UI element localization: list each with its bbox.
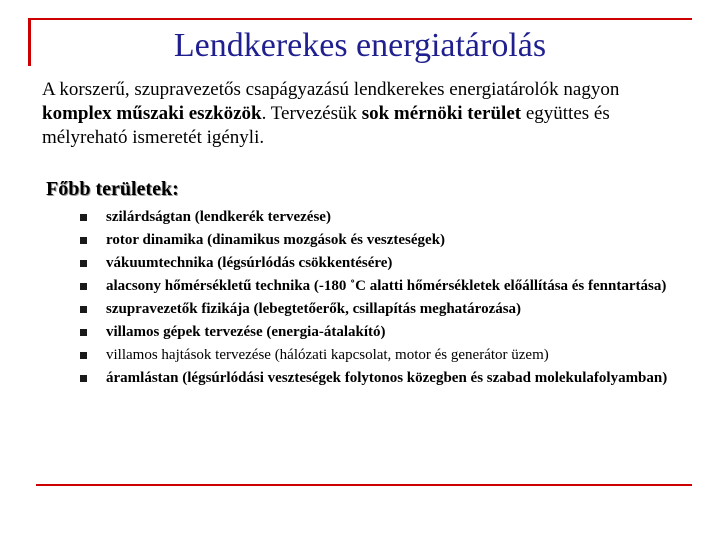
square-bullet-icon [80, 214, 87, 221]
section-heading: Főbb területek: [46, 178, 179, 200]
square-bullet-icon [80, 260, 87, 267]
intro-text-3: együttes és mélyreható ismeretét igényli. [42, 103, 610, 148]
list-item-text: áramlástan (légsúrlódási veszteségek folytonos közegben és szabad molekulafolyamban) [106, 370, 668, 386]
list-item-text: szilárdságtan (lendkerék tervezése) [106, 209, 331, 225]
areas-list [80, 208, 680, 392]
intro-text-2: . Tervezésük [261, 103, 362, 124]
list-item [80, 231, 680, 250]
list-item [80, 254, 680, 273]
intro-text-1: A korszerű, szupravezetős csapágyazású lendkerekes energiatárolók nagyon [42, 79, 620, 100]
list-item-text: alacsony hőmérsékletű technika (-180 ˚C alatti hőmérsékletek előállítása és fenntartása) [106, 278, 667, 294]
square-bullet-icon [80, 306, 87, 313]
list-item [80, 369, 680, 388]
slide-title: Lendkerekes energiatárolás [173, 27, 547, 64]
list-item-text: rotor dinamika (dinamikus mozgások és veszteségek) [106, 232, 446, 248]
intro-paragraph [42, 78, 682, 150]
list-item [80, 346, 680, 365]
list-item-text: szupravezetők fizikája (lebegtetőerők, csillapítás meghatározása) [106, 301, 522, 317]
list-item [80, 277, 680, 296]
list-item-text: villamos hajtások tervezése (hálózati kapcsolat, motor és generátor üzem) [106, 347, 549, 363]
square-bullet-icon [80, 352, 87, 359]
intro-bold-2: sok mérnöki terület [361, 103, 522, 124]
list-item-text: villamos gépek tervezése (energia-átalakító) [106, 324, 386, 340]
list-item [80, 300, 680, 319]
frame-top-line [28, 18, 692, 20]
frame-bottom-line [36, 484, 692, 486]
square-bullet-icon [80, 375, 87, 382]
list-item [80, 323, 680, 342]
list-item-text: vákuumtechnika (légsúrlódás csökkentésére) [106, 255, 393, 271]
square-bullet-icon [80, 237, 87, 244]
list-item [80, 208, 680, 227]
square-bullet-icon [80, 283, 87, 290]
intro-bold-1: komplex műszaki eszközök [42, 103, 262, 124]
square-bullet-icon [80, 329, 87, 336]
